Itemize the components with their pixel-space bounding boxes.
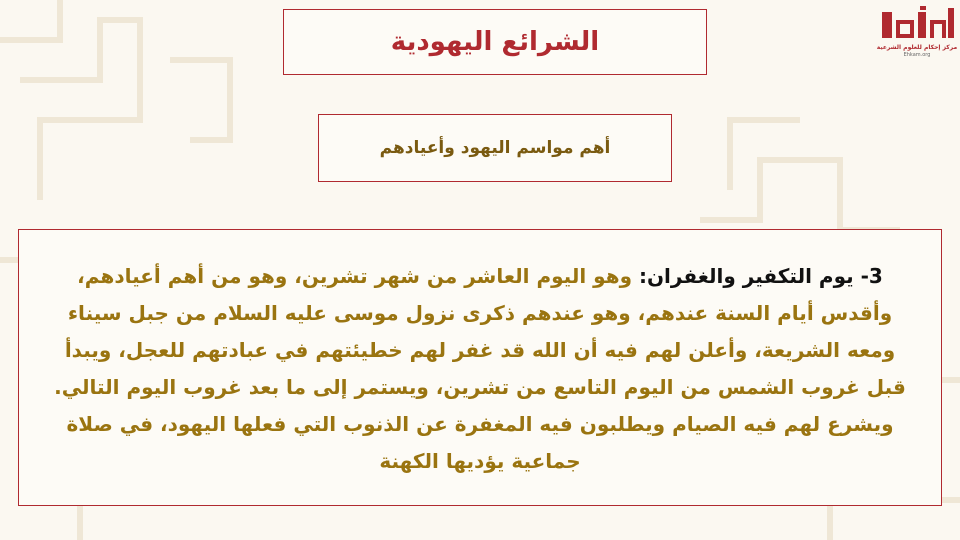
body-content: وهو اليوم العاشر من شهر تشرين، وهو من أهم أعيادهم، وأقدس أيام السنة عندهم، وهو عندهم ذكرى نزول موسى عليه السلام من جبل سيناء ومعه الشريعة، وأعلن لهم فيه أن الله قد غفر لهم خطيئتهم في عبادتهم للعجل، ويبدأ قبل غروب الشمس من اليوم التاسع من تشرين، ويستمر إلى ما بعد غروب اليوم التالي. ويشرع لهم فيه الصيام ويطلبون فيه المغفرة عن الذنوب التي فعلها اليهود، في صلاة جماعية يؤديها الكهنة: [54, 264, 906, 473]
slide-title: الشرائع اليهودية: [390, 27, 600, 57]
logo-subtitle: مركز إحكام للعلوم الشرعية: [876, 44, 958, 51]
body-box: [18, 229, 942, 506]
logo-tagline: Ehkam.org: [903, 52, 931, 58]
ehkam-logo: [876, 4, 958, 70]
subtitle-box: [318, 114, 672, 182]
logo-mark-icon: [876, 4, 958, 44]
body-paragraph: [45, 258, 915, 480]
title-box: [283, 9, 707, 75]
body-lead: 3- يوم التكفير والغفران:: [632, 264, 883, 288]
slide-subtitle: أهم مواسم اليهود وأعيادهم: [379, 138, 611, 158]
